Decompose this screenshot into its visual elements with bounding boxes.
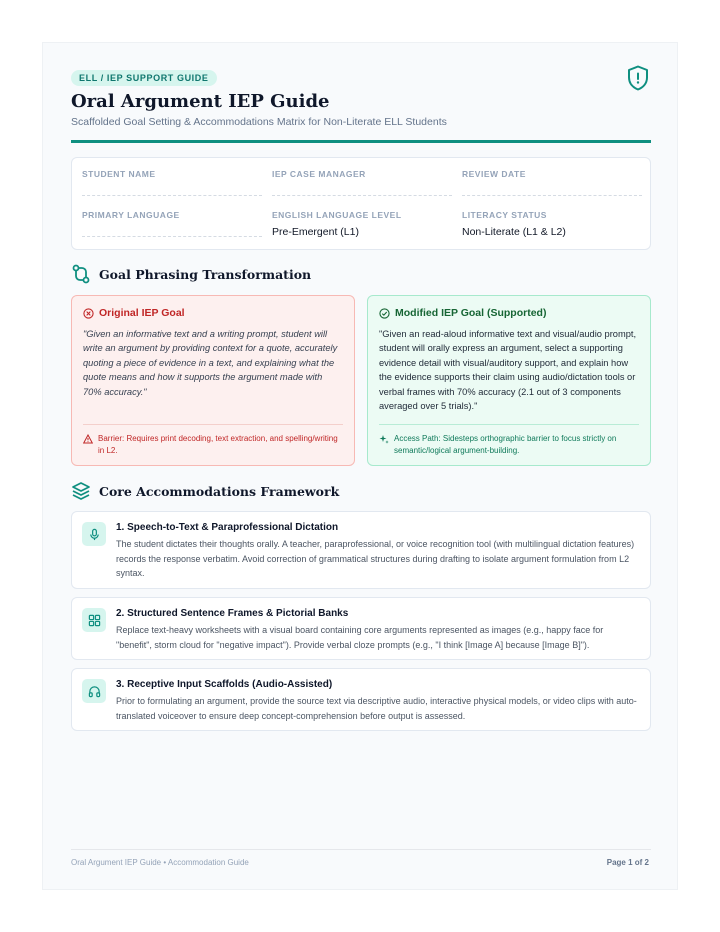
original-goal-barrier: [83, 424, 343, 456]
support-guide-tag: ELL / IEP SUPPORT GUIDE: [71, 70, 217, 86]
english-level-field: [272, 210, 452, 240]
accommodation-title: 2. Structured Sentence Frames & Pictorial Banks: [116, 608, 349, 619]
warning-icon: [83, 434, 93, 444]
headphones-icon: [82, 679, 106, 703]
accommodations-section-heading: [71, 481, 339, 501]
modified-goal-access-path: [379, 424, 639, 456]
original-goal-text: "Given an informative text and a writing prompt, student will write an argument by providing context for a quote, accurately quoting a piece of evidence in a text, and explaining what the quote means and how it supports the argument made with 70% accuracy.": [83, 329, 338, 397]
barrier-text: Barrier: Requires print decoding, text extraction, and spelling/writing in L2.: [98, 434, 338, 455]
field-value-line[interactable]: [462, 183, 642, 196]
accommodation-text: The student dictates their thoughts orally. A teacher, paraprofessional, or voice recognition tool (with multilingual dictation features) records the response verbatim. Avoid correction of grammatical structures during drafting to isolate argument formulation from L2 syntax.: [116, 539, 635, 578]
sparkles-icon: [379, 434, 389, 444]
original-goal-card: [71, 295, 355, 466]
goal-section-heading: [71, 264, 311, 284]
accommodation-text: Replace text-heavy worksheets with a visual board containing core arguments represented as images (e.g., happy face for "benefit", storm cloud for "negative impact"). Provide verbal cloze prompts (e.g., "I think [Image A] because [Image B]").: [116, 625, 604, 650]
section-title: Goal Phrasing Transformation: [99, 266, 312, 282]
shield-icon: [627, 65, 649, 91]
header-divider: [71, 140, 651, 143]
field-label: LITERACY STATUS: [462, 210, 547, 220]
modified-goal-header: [379, 307, 639, 319]
primary-language-field[interactable]: [82, 210, 262, 237]
literacy-status-field: [462, 210, 642, 240]
field-value: Non-Literate (L1 & L2): [462, 226, 566, 238]
student-name-field[interactable]: [82, 169, 262, 196]
accommodation-title: 3. Receptive Input Scaffolds (Audio-Assisted): [116, 679, 333, 690]
field-value-line[interactable]: [272, 183, 452, 196]
check-circle-icon: [379, 308, 390, 319]
original-goal-title: Original IEP Goal: [99, 307, 185, 319]
original-goal-header: [83, 307, 343, 319]
page-subtitle: Scaffolded Goal Setting & Accommodations Matrix for Non-Literate ELL Students: [71, 116, 447, 128]
field-label: PRIMARY LANGUAGE: [82, 210, 180, 220]
case-manager-field[interactable]: [272, 169, 452, 196]
footer-divider: [71, 849, 651, 850]
accommodation-card: [71, 668, 651, 731]
document-page: [42, 42, 678, 890]
git-compare-icon: [71, 264, 91, 284]
page-number: Page 1 of 2: [606, 858, 649, 867]
accommodation-text: Prior to formulating an argument, provide the source text via descriptive audio, interactive physical models, or video clips with auto-translated voiceover to ensure deep concept-comprehension before output is assessed.: [116, 696, 637, 721]
field-value-line[interactable]: [82, 183, 262, 196]
grid-icon: [82, 608, 106, 632]
access-path-text: Access Path: Sidesteps orthographic barrier to focus strictly on semantic/logical argument-building.: [394, 434, 617, 455]
field-label: REVIEW DATE: [462, 169, 526, 179]
field-label: ENGLISH LANGUAGE LEVEL: [272, 210, 402, 220]
field-value-line[interactable]: [82, 224, 262, 237]
field-label: STUDENT NAME: [82, 169, 156, 179]
field-value: Pre-Emergent (L1): [272, 226, 359, 238]
x-circle-icon: [83, 308, 94, 319]
review-date-field[interactable]: [462, 169, 642, 196]
layers-icon: [71, 481, 91, 501]
field-label: IEP CASE MANAGER: [272, 169, 366, 179]
modified-goal-text: "Given an read-aloud informative text and visual/audio prompt, student will orally express an argument, select a supporting evidence detail with visual/auditory support, and explain how the evidence supports their claim using audio/dictation tools or verbal frames with 70% accuracy (2.1 out of 3 components averaged over 5 trials).": [379, 329, 637, 412]
microphone-icon: [82, 522, 106, 546]
student-info-card: [71, 157, 651, 250]
section-title: Core Accommodations Framework: [99, 483, 340, 499]
modified-goal-card: [367, 295, 651, 466]
accommodation-card: [71, 597, 651, 660]
accommodation-card: [71, 511, 651, 589]
modified-goal-title: Modified IEP Goal (Supported): [395, 307, 547, 319]
footer-document-label: Oral Argument IEP Guide • Accommodation Guide: [71, 858, 249, 867]
page-title: Oral Argument IEP Guide: [71, 91, 330, 112]
accommodation-title: 1. Speech-to-Text & Paraprofessional Dictation: [116, 522, 339, 533]
